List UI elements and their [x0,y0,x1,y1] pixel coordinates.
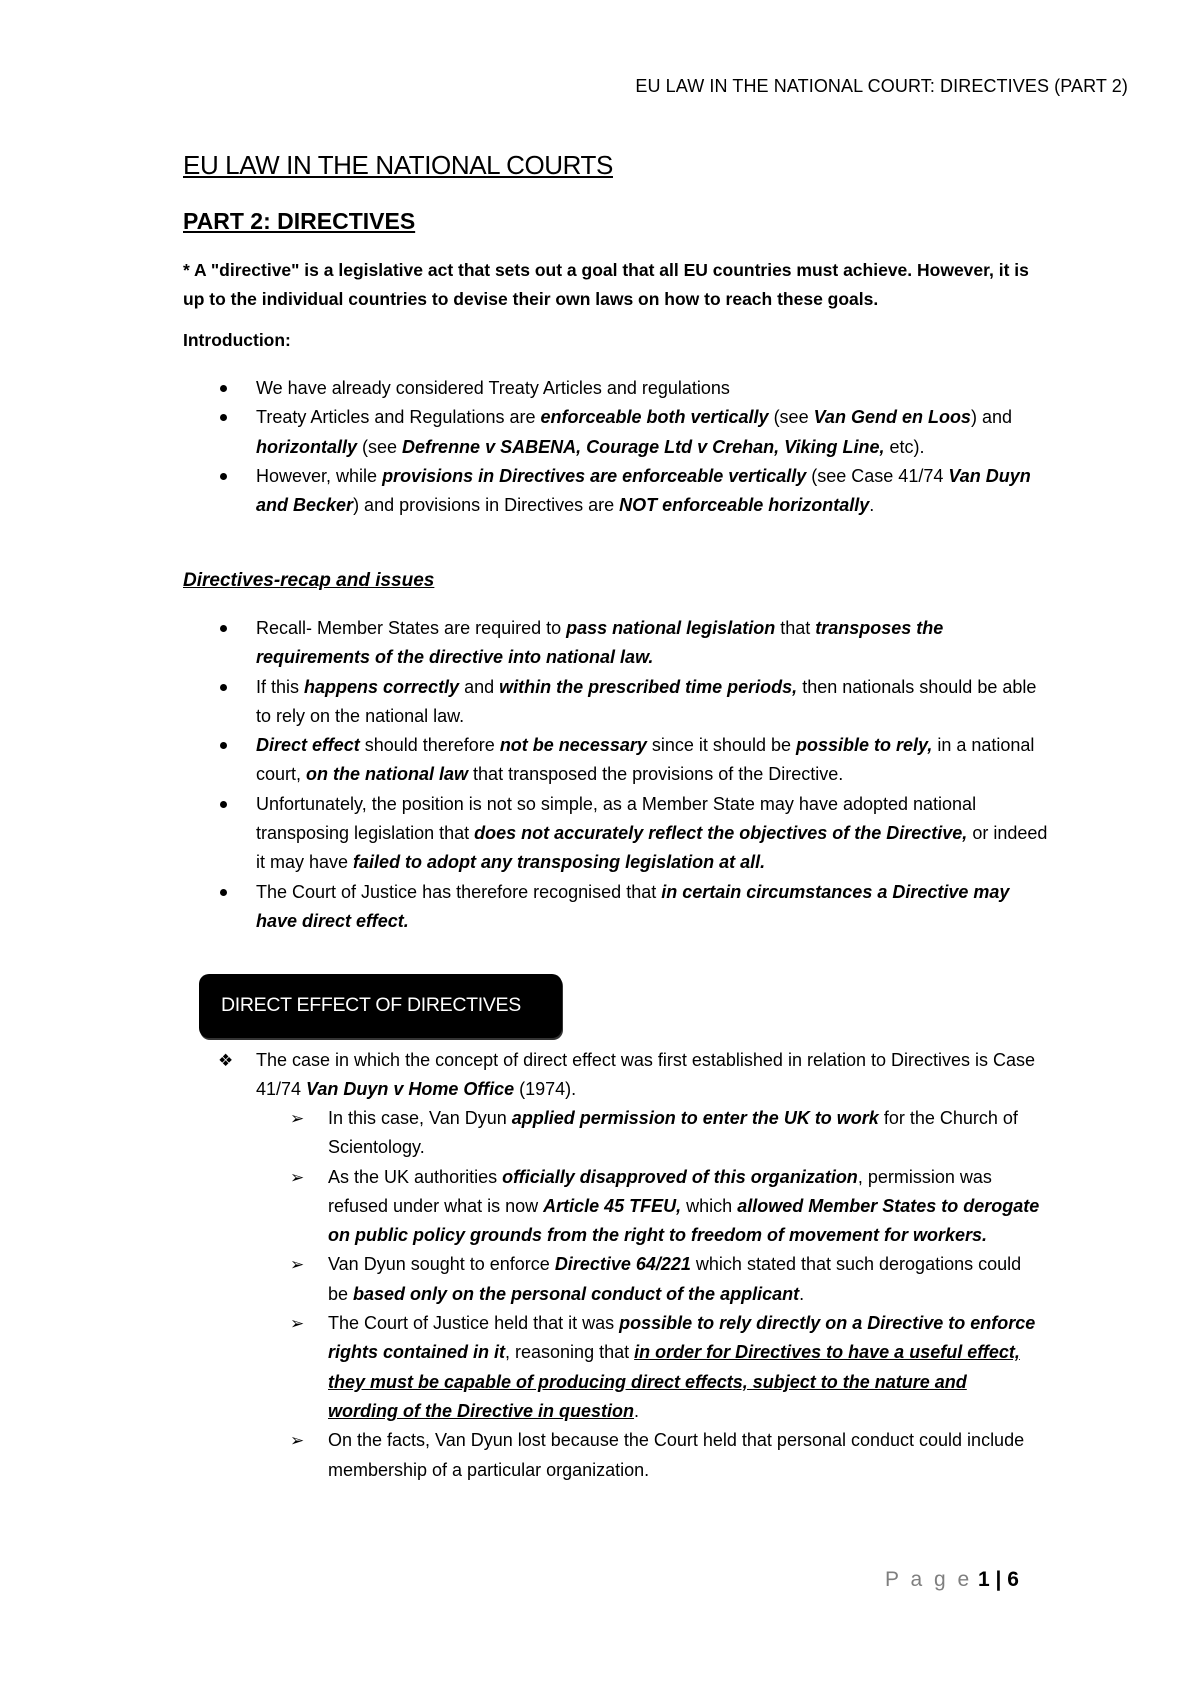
introduction-list [218,374,1048,520]
page-title: EU LAW IN THE NATIONAL COURTS [183,150,613,180]
case-points-list [290,1104,1040,1485]
arrowhead-icon: ➢ [290,1431,305,1451]
list-item: We have already considered Treaty Articles and regulations [218,374,1048,403]
total-pages: 6 [1007,1568,1019,1591]
arrowhead-icon: ➢ [290,1167,305,1187]
list-item: However, while provisions in Directives are enforceable vertically (see Case 41/74 Van Duyn and Becker) and provisions in Directives are NOT enforceable horizontally. [218,462,1048,521]
recap-heading: Directives-recap and issues [183,570,435,591]
running-header: EU LAW IN THE NATIONAL COURT: DIRECTIVES (PART 2) [635,76,1128,96]
page-label: P a g e [885,1568,973,1591]
arrowhead-icon: ➢ [290,1314,305,1334]
page-number-footer: P a g e 1 | 6 [885,1568,1019,1591]
list-item: Unfortunately, the position is not so simple, as a Member State may have adopted national transposing legislation that does not accurately reflect the objectives of the Directive, or indeed it may have failed to adopt any transposing legislation at all. [218,790,1048,878]
recap-list [218,614,1048,936]
banner-title: DIRECT EFFECT OF DIRECTIVES [221,994,521,1016]
list-item: Recall- Member States are required to pass national legislation that transposes the requirements of the directive into national law. [218,614,1048,673]
case-intro-item: ❖ The case in which the concept of direct effect was first established in relation to Directives is Case 41/74 Van Duyn v Home Office (1974). [218,1046,1076,1105]
list-item: If this happens correctly and within the prescribed time periods, then nationals should be able to rely on the national law. [218,673,1048,732]
list-item: ➢ The Court of Justice held that it was possible to rely directly on a Directive to enforce rights contained in it, reasoning that in order for Directives to have a useful effect, they must be capable of producing direct effects, subject to the nature and wording of the Directive in question. [290,1309,1040,1426]
section-subtitle: PART 2: DIRECTIVES [183,208,416,234]
list-item: ➢ On the facts, Van Dyun lost because the Court held that personal conduct could include membership of a particular organization. [290,1426,1040,1485]
section-banner [199,974,562,1038]
list-item: ➢ As the UK authorities officially disapproved of this organization, permission was refused under what is now Article 45 TFEU, which allowed Member States to derogate on public policy grounds from the right to freedom of movement for workers. [290,1163,1040,1251]
current-page: 1 [978,1568,990,1591]
arrowhead-icon: ➢ [290,1109,305,1128]
arrowhead-icon: ➢ [290,1255,305,1275]
list-item: ➢ In this case, Van Dyun applied permission to enter the UK to work for the Church of Scientology. [290,1104,1040,1163]
list-item: Direct effect should therefore not be necessary since it should be possible to rely, in a national court, on the national law that transposed the provisions of the Directive. [218,731,1048,790]
introduction-heading: Introduction: [183,330,291,350]
list-item: Treaty Articles and Regulations are enforceable both vertically (see Van Gend en Loos) and horizontally (see Defrenne v SABENA, Courage Ltd v Crehan, Viking Line, etc). [218,403,1048,462]
list-item: The Court of Justice has therefore recognised that in certain circumstances a Directive may have direct effect. [218,878,1048,937]
list-item: ➢ Van Dyun sought to enforce Directive 64/221 which stated that such derogations could be based only on the personal conduct of the applicant. [290,1250,1040,1309]
four-diamonds-icon: ❖ [218,1051,234,1070]
directive-definition: * A "directive" is a legislative act that sets out a goal that all EU countries must achieve. However, it is up to the individual countries to devise their own laws on how to reach these goals. [183,260,1029,309]
